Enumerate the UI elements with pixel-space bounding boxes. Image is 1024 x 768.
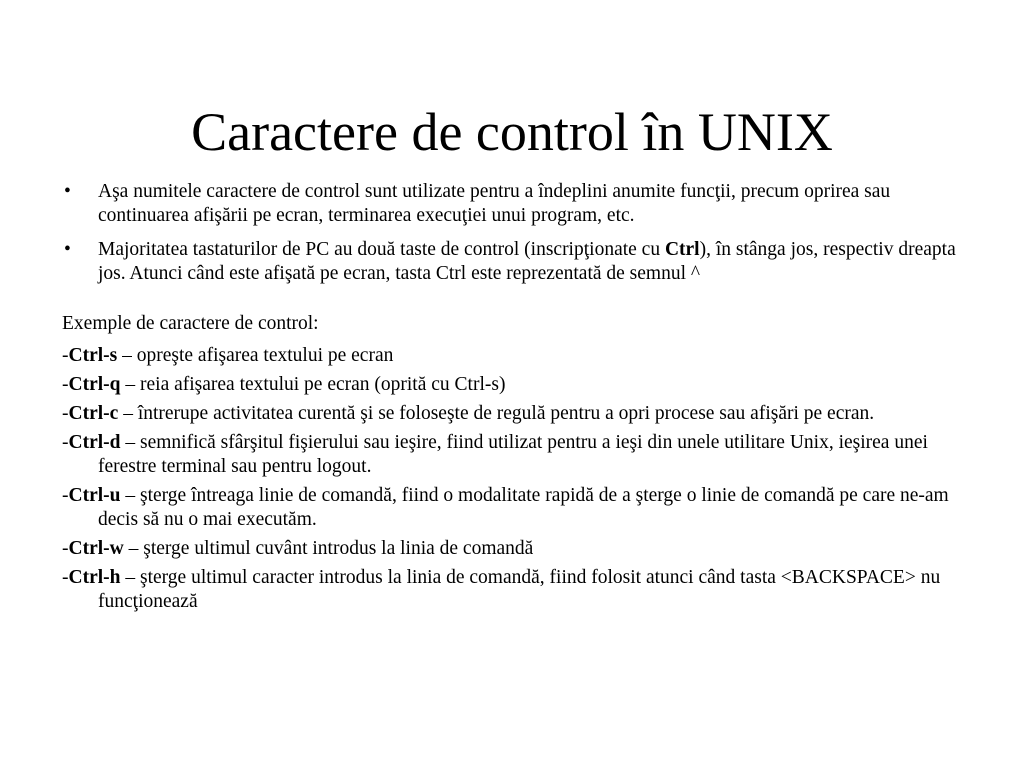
bullet-icon: • xyxy=(64,181,71,202)
bullet-bold-key: Ctrl xyxy=(664,239,700,260)
bullet-text-before: Majoritatea tastaturilor de PC au două taste de control (inscripţionate cu xyxy=(98,239,665,260)
bullet-icon: • xyxy=(64,239,71,260)
bullet-list xyxy=(62,180,974,286)
example-prefix: - xyxy=(62,432,69,453)
example-desc: – şterge ultimul caracter introdus la linia de comandă, fiind folosit atunci când tasta <BACKSPACE> nu funcţionează xyxy=(98,567,941,612)
example-item xyxy=(62,373,974,397)
example-key: Ctrl-s xyxy=(68,345,118,366)
example-desc: – şterge întreaga linie de comandă, fiind o modalitate rapidă de a şterge o linie de comandă pe care ne-am decis să nu o mai executăm. xyxy=(98,485,949,530)
example-item xyxy=(62,431,974,479)
example-prefix: - xyxy=(62,374,69,395)
bullet-item xyxy=(62,180,974,228)
examples-intro: Exemple de caractere de control: xyxy=(62,313,319,334)
example-key: Ctrl-h xyxy=(68,567,121,588)
example-desc: – întrerupe activitatea curentă şi se foloseşte de regulă pentru a opri procese sau afişări pe ecran. xyxy=(118,403,875,424)
example-prefix: - xyxy=(62,567,69,588)
bullet-text-after: ), în stânga jos, respectiv dreapta jos. Atunci când este afişată pe ecran, tasta Ctrl este reprezentată de semnul ^ xyxy=(98,239,956,284)
example-item xyxy=(62,344,974,368)
example-prefix: - xyxy=(62,345,69,366)
example-prefix: - xyxy=(62,538,69,559)
example-desc: – opreşte afişarea textului pe ecran xyxy=(117,345,394,366)
example-key: Ctrl-c xyxy=(68,403,119,424)
example-prefix: - xyxy=(62,403,69,424)
example-key: Ctrl-w xyxy=(68,538,124,559)
example-item xyxy=(62,484,974,532)
example-item xyxy=(62,566,974,614)
example-item xyxy=(62,402,974,426)
example-prefix: - xyxy=(62,485,69,506)
example-item xyxy=(62,537,974,561)
example-desc: – semnifică sfârşitul fişierului sau ieşire, fiind utilizat pentru a ieşi din unele utilitare Unix, ieşirea unei ferestre terminal sau pentru logout. xyxy=(98,432,928,477)
slide-title: Caractere de control în UNIX xyxy=(191,102,833,163)
bullet-item xyxy=(62,238,974,286)
example-key: Ctrl-q xyxy=(68,374,121,395)
example-desc: – reia afişarea textului pe ecran (oprită cu Ctrl-s) xyxy=(120,374,506,395)
examples-list xyxy=(62,344,974,614)
slide-content xyxy=(62,180,974,619)
bullet-text: Aşa numitele caractere de control sunt utilizate pentru a îndeplini anumite funcţii, precum oprirea sau continuarea afişării pe ecran, terminarea execuţiei unui program, etc. xyxy=(98,181,891,226)
example-key: Ctrl-d xyxy=(68,432,121,453)
example-key: Ctrl-u xyxy=(68,485,121,506)
example-desc: – şterge ultimul cuvânt introdus la linia de comandă xyxy=(123,538,534,559)
